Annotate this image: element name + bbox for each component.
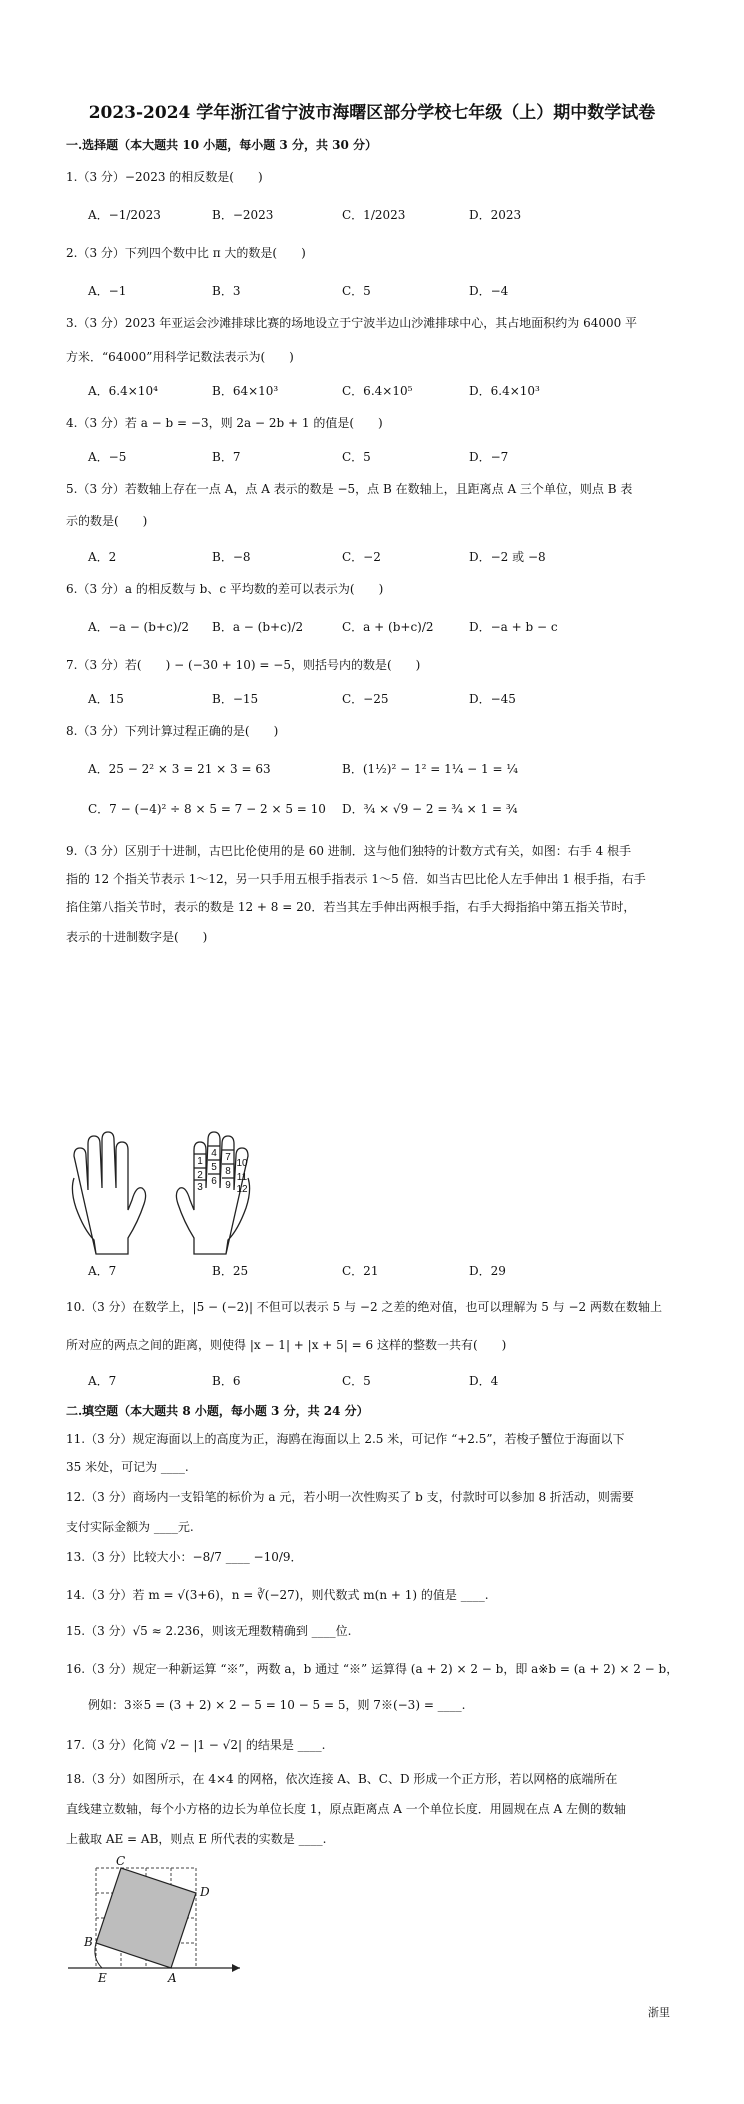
point-label-c: C [116, 1856, 126, 1868]
question-8-option-d[interactable]: D．¾ × √9 − 2 = ¾ × 1 = ¾ [342, 802, 518, 816]
knuckle-number: 10 [236, 1158, 248, 1169]
question-10-stem-line2: 所对应的两点之间的距离，则使得 |x − 1| + |x + 5| = 6 这样的整数一共有( ) [66, 1338, 507, 1352]
question-7-option-a[interactable]: A．15 [88, 692, 124, 706]
question-2-stem: 2.（3 分）下列四个数中比 π 大的数是( ) [66, 246, 306, 260]
question-3-option-b[interactable]: B．64×10³ [212, 384, 279, 398]
question-3-option-a[interactable]: A．6.4×10⁴ [88, 384, 158, 398]
page-title: 2023-2024 学年浙江省宁波市海曙区部分学校七年级（上）期中数学试卷 [88, 103, 656, 123]
question-5-stem-line1: 5.（3 分）若数轴上存在一点 A，点 A 表示的数是 −5，点 B 在数轴上，且距离点 A 三个单位，则点 B 表 [66, 482, 633, 496]
question-14-stem: 14.（3 分）若 m = √(3+6)，n = ∛(−27)，则代数式 m(n + 1) 的值是 ____. [66, 1588, 489, 1602]
question-9-stem-line3: 掐住第八指关节时，表示的数是 12 + 8 = 20．若当其左手伸出两根手指，右手大拇指掐中第五指关节时， [66, 900, 636, 914]
question-11-stem-line1: 11.（3 分）规定海面以上的高度为正，海鸥在海面以上 2.5 米，可记作 “+2.5”，若梭子蟹位于海面以下 [66, 1432, 625, 1446]
question-6-option-a[interactable]: A．−a − (b+c)/2 [88, 620, 190, 634]
question-18-stem-line2: 直线建立数轴，每个小方格的边长为单位长度 1，原点距离点 A 一个单位长度．用圆规在点 A 左侧的数轴 [66, 1802, 627, 1816]
question-3-option-c[interactable]: C．6.4×10⁵ [342, 384, 413, 398]
question-8-stem: 8.（3 分）下列计算过程正确的是( ) [66, 724, 279, 738]
question-8-option-c[interactable]: C．7 − (−4)² ÷ 8 × 5 = 7 − 2 × 5 = 10 [88, 802, 326, 816]
question-3-option-d[interactable]: D．6.4×10³ [469, 384, 540, 398]
question-9-stem-line1: 9.（3 分）区别于十进制，古巴比伦使用的是 60 进制．这与他们独特的计数方式有关，如图：右手 4 根手 [66, 844, 632, 858]
section-heading-choice: 一.选择题（本大题共 10 小题，每小题 3 分，共 30 分） [66, 138, 377, 152]
question-2-option-d[interactable]: D．−4 [469, 284, 509, 298]
question-8-option-b[interactable]: B．(1½)² − 1² = 1¼ − 1 = ¼ [342, 762, 518, 776]
question-1-option-a[interactable]: A．−1/2023 [88, 208, 161, 222]
question-12-stem-line1: 12.（3 分）商场内一支铅笔的标价为 a 元，若小明一次性购买了 b 支，付款时可以参加 8 折活动，则需要 [66, 1490, 634, 1504]
shaded-square [96, 1868, 196, 1968]
question-5-option-d[interactable]: D．−2 或 −8 [469, 550, 546, 564]
question-9-option-d[interactable]: D．29 [469, 1264, 506, 1278]
point-label-b: B [84, 1935, 93, 1949]
question-5-option-a[interactable]: A．2 [88, 550, 117, 564]
question-4-stem: 4.（3 分）若 a − b = −3，则 2a − 2b + 1 的值是( ) [66, 416, 383, 430]
knuckle-number: 11 [236, 1172, 248, 1183]
question-16-stem-line1: 16.（3 分）规定一种新运算 “※”，两数 a，b 通过 “※” 运算得 (a + 2) × 2 − b，即 a※b = (a + 2) × 2 − b， [66, 1662, 679, 1676]
question-18-stem-line3: 上截取 AE = AB，则点 E 所代表的实数是 ____. [66, 1832, 327, 1846]
knuckle-number: 5 [211, 1162, 217, 1173]
question-6-option-b[interactable]: B．a − (b+c)/2 [212, 620, 304, 634]
question-4-option-a[interactable]: A．−5 [88, 450, 127, 464]
question-9-stem-line4: 表示的十进制数字是( ) [66, 930, 208, 944]
question-3-stem-line2: 方米．“64000”用科学记数法表示为( ) [66, 350, 294, 364]
question-2-option-a[interactable]: A．−1 [88, 284, 127, 298]
question-9-option-b[interactable]: B．25 [212, 1264, 249, 1278]
question-2-option-c[interactable]: C．5 [342, 284, 371, 298]
point-label-e: E [98, 1971, 107, 1985]
question-10-stem-line1: 10.（3 分）在数学上，|5 − (−2)| 不但可以表示 5 与 −2 之差的绝对值，也可以理解为 5 与 −2 两数在数轴上 [66, 1300, 662, 1314]
question-6-option-c[interactable]: C．a + (b+c)/2 [342, 620, 434, 634]
question-7-option-d[interactable]: D．−45 [469, 692, 516, 706]
question-11-stem-line2: 35 米处，可记为 ____. [66, 1460, 189, 1474]
question-1-option-d[interactable]: D．2023 [469, 208, 522, 222]
knuckle-number: 12 [236, 1184, 248, 1195]
question-4-option-c[interactable]: C．5 [342, 450, 371, 464]
point-label-d: D [200, 1885, 210, 1899]
point-label-a: A [168, 1971, 177, 1985]
question-7-stem: 7.（3 分）若( ) − (−30 + 10) = −5，则括号内的数是( ) [66, 658, 421, 672]
question-10-option-b[interactable]: B．6 [212, 1374, 241, 1388]
question-9-stem-line2: 指的 12 个指关节表示 1～12，另一只手用五根手指表示 1～5 倍．如当古巴比伦人左手伸出 1 根手指，右手 [66, 872, 646, 886]
question-6-stem: 6.（3 分）a 的相反数与 b、c 平均数的差可以表示为( ) [66, 582, 384, 596]
question-12-stem-line2: 支付实际金额为 ____元. [66, 1520, 194, 1534]
question-2-option-b[interactable]: B．3 [212, 284, 241, 298]
question-6-option-d[interactable]: D．−a + b − c [469, 620, 558, 634]
question-10-option-c[interactable]: C．5 [342, 1374, 371, 1388]
question-1-stem: 1.（3 分）−2023 的相反数是( ) [66, 170, 263, 184]
question-9-option-c[interactable]: C．21 [342, 1264, 379, 1278]
question-13-stem: 13.（3 分）比较大小：−8/7 ____ −10/9． [66, 1550, 303, 1564]
question-7-option-b[interactable]: B．−15 [212, 692, 259, 706]
question-1-option-c[interactable]: C．1/2023 [342, 208, 406, 222]
grid-square-figure [66, 1856, 246, 1986]
knuckle-number: 1 [197, 1156, 203, 1167]
babylonian-hands-figure [66, 1130, 256, 1256]
question-5-option-b[interactable]: B．−8 [212, 550, 251, 564]
question-3-stem-line1: 3.（3 分）2023 年亚运会沙滩排球比赛的场地设立于宁波半边山沙滩排球中心，其占地面积约为 64000 平 [66, 316, 638, 330]
knuckle-number: 6 [211, 1176, 217, 1187]
question-18-stem-line1: 18.（3 分）如图所示，在 4×4 的网格，依次连接 A、B、C、D 形成一个正方形，若以网格的底端所在 [66, 1772, 618, 1786]
question-16-stem-line2: 例如：3※5 = (3 + 2) × 2 − 5 = 10 − 5 = 5，则 7※(−3) = ____. [88, 1698, 466, 1712]
question-7-option-c[interactable]: C．−25 [342, 692, 389, 706]
question-5-option-c[interactable]: C．−2 [342, 550, 381, 564]
question-4-option-d[interactable]: D．−7 [469, 450, 509, 464]
knuckle-number: 7 [225, 1152, 231, 1163]
knuckle-number: 4 [211, 1148, 217, 1159]
knuckle-number: 8 [225, 1166, 231, 1177]
knuckle-number: 3 [197, 1182, 203, 1193]
question-15-stem: 15.（3 分）√5 ≈ 2.236，则该无理数精确到 ____位. [66, 1624, 352, 1638]
knuckle-number: 2 [197, 1170, 203, 1181]
question-10-option-a[interactable]: A．7 [88, 1374, 117, 1388]
question-5-stem-line2: 示的数是( ) [66, 514, 148, 528]
question-17-stem: 17.（3 分）化简 √2 − |1 − √2| 的结果是 ____. [66, 1738, 326, 1752]
question-9-option-a[interactable]: A．7 [88, 1264, 117, 1278]
question-10-option-d[interactable]: D．4 [469, 1374, 499, 1388]
page-footer: 浙里 [648, 2006, 670, 2019]
question-1-option-b[interactable]: B．−2023 [212, 208, 274, 222]
knuckle-number: 9 [225, 1180, 231, 1191]
question-4-option-b[interactable]: B．7 [212, 450, 241, 464]
section-heading-fill: 二.填空题（本大题共 8 小题，每小题 3 分，共 24 分） [66, 1404, 369, 1418]
question-8-option-a[interactable]: A．25 − 2² × 3 = 21 × 3 = 63 [88, 762, 271, 776]
